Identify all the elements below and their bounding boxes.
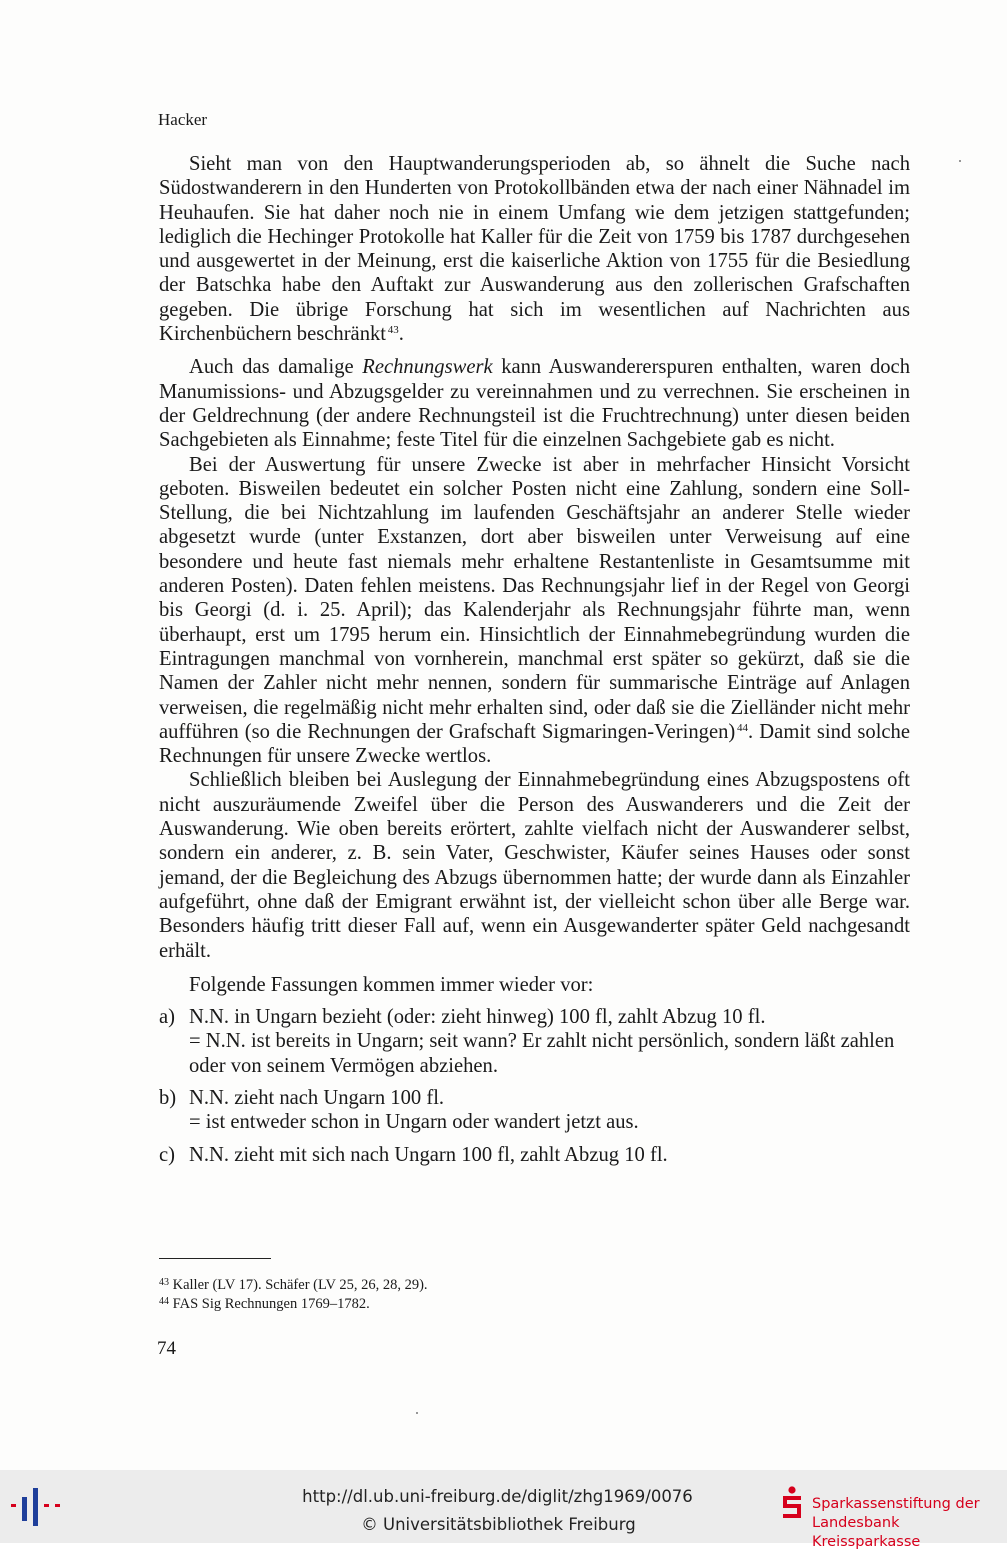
body-text [159,152,910,1167]
fassung-line: N.N. zieht nach Ungarn 100 fl. [189,1086,445,1109]
footnote-43: $^{43}$ Kaller (LV 17). Schäfer (LV 25, 26, 28, 29). [159,1277,428,1293]
fassung-b [159,1086,910,1135]
sparkasse-s-icon[interactable] [780,1486,804,1520]
sponsor-text[interactable]: Sparkassenstiftung der Landesbank Kreissparkasse [812,1496,980,1550]
fassung-label: a) [159,1006,175,1029]
running-head: Hacker [158,110,208,129]
fassung-explanation: = ist entweder schon in Ungarn oder wandert jetzt aus. [189,1111,639,1134]
emphasis-rechnungswerk: Rechnungswerk [362,356,493,379]
footnote-ref-44[interactable]: 44 [737,721,749,734]
permalink-link[interactable]: http://dl.ub.uni-freiburg.de/diglit/zhg1969/0076 [302,1487,693,1506]
paragraph-2: Auch das damalige Rechnungswerk kann Auswandererspuren enthalten, waren doch Manumissions- und Abzugsgelder zu vereinnahmen und zu verrechnen. Sie erscheinen in der Geldrechnung (der andere Rechnungsteil ist die Fruchtrechnung) unter diesen beiden Sachgebieten als Einnahme; feste Titel für die einzelnen Sachgebiete gab es nicht. [159,356,910,452]
fassung-line: N.N. in Ungarn bezieht (oder: zieht hinweg) 100 fl, zahlt Abzug 10 fl. [189,1006,766,1029]
fassung-a [159,1005,910,1078]
fassung-label: b) [159,1086,177,1109]
fassung-explanation: = N.N. ist bereits in Ungarn; seit wann? Er zahlt nicht persönlich, sondern läßt zahlen oder von seinem Vermögen abziehen. [189,1030,895,1077]
fassung-c [159,1143,910,1167]
footnote-ref-43[interactable]: 43 [387,324,399,337]
paragraph-5: Folgende Fassungen kommen immer wieder vor: [189,973,594,996]
paragraph-3: Bei der Auswertung für unsere Zwecke ist aber in mehrfacher Hinsicht Vorsicht geboten. Bisweilen bedeutet ein solcher Posten nicht eine Zahlung, sondern eine Soll-Stellung, die bei Nichtzahlung im laufenden Geschäftsjahr an anderer Stelle wieder abgesetzt wurde (unter Exstanzen, dort aber bisweilen unter Verweisung auf eine besondere und heute fast niemals mehr erhaltene Restantenliste in Gesamtsumme mit anderen Posten). Daten fehlen meistens. Das Rechnungsjahr lief in der Regel von Georgi bis Georgi (d. i. 25. April); das Kalenderjahr als Rechnungsjahr führte man, wenn überhaupt, erst um 1795 herum ein. Hinsichtlich der Einnahmebegründung wurden die Eintragungen manchmal von vornherein, manchmal erst später so gekürzt, daß sie die Namen der Zahler nicht mehr nennen, sondern für summarische Einträge auf Anlagen verweisen, die regelmäßig nicht mehr erhalten sind, oder daß sie die Zielländer nicht mehr aufführen (so die Rechnungen der Grafschaft Sigmaringen-Veringen) $^{44}$. Damit sind solche Rechnungen für unsere Zwecke wertlos. [159,453,910,768]
scan-speck [416,1412,418,1414]
page-number: 74 [157,1338,176,1359]
copyright-text: © Universitätsbibliothek Freiburg [361,1515,636,1534]
fassung-line: N.N. zieht mit sich nach Ungarn 100 fl, zahlt Abzug 10 fl. [189,1143,668,1166]
footnote-divider [159,1258,271,1259]
footnotes [159,1276,428,1314]
paragraph-4: Schließlich bleiben bei Auslegung der Einnahmebegründung eines Abzugspostens oft nicht auszuräumende Zweifel über die Person des Auswanderers und die Zeit der Auswanderung. Wie oben bereits erörtert, zahlte vielfach nicht der Auswanderer selbst, sondern ein anderer, z. B. sein Vater, Geschwister, Käufer seines Hauses oder sonst jemand, der die Begleichung des Abzugs übernommen hatte; der wurde dann als Einzahler aufgeführt, ohne daß der Emigrant erwähnt ist, der vielleicht schon über alle Berge war. Besonders häufig tritt dieser Fall auf, wenn ein Ausgewanderter später Geld nachgesandt erhält. [159,769,910,962]
fassung-label: c) [159,1143,175,1166]
scan-speck [959,160,961,162]
footer-bar [0,1470,1007,1550]
paragraph-1: Sieht man von den Hauptwanderungsperioden ab, so ähnelt die Suche nach Südostwanderern in den Hunderten von Protokollbänden etwa der nach einer Nähnadel im Heuhaufen. Sie hat daher noch nie in einem Umfang wie dem jetzigen stattgefunden; lediglich die Hechinger Protokolle hat Kaller für die Zeit von 1759 bis 1787 durchgesehen und ausgewertet in der Meinung, erst die kaiserliche Aktion von 1755 für die Besiedlung der Batschka habe den Auftakt zur Auswanderung aus den zollerischen Grafschaften gegeben. Die übrige Forschung hat sich im wesentlichen auf Nachrichten aus Kirchenbüchern beschränkt $^{43}$. [159,153,910,346]
footnote-44: $^{44}$ FAS Sig Rechnungen 1769–1782. [159,1296,370,1312]
